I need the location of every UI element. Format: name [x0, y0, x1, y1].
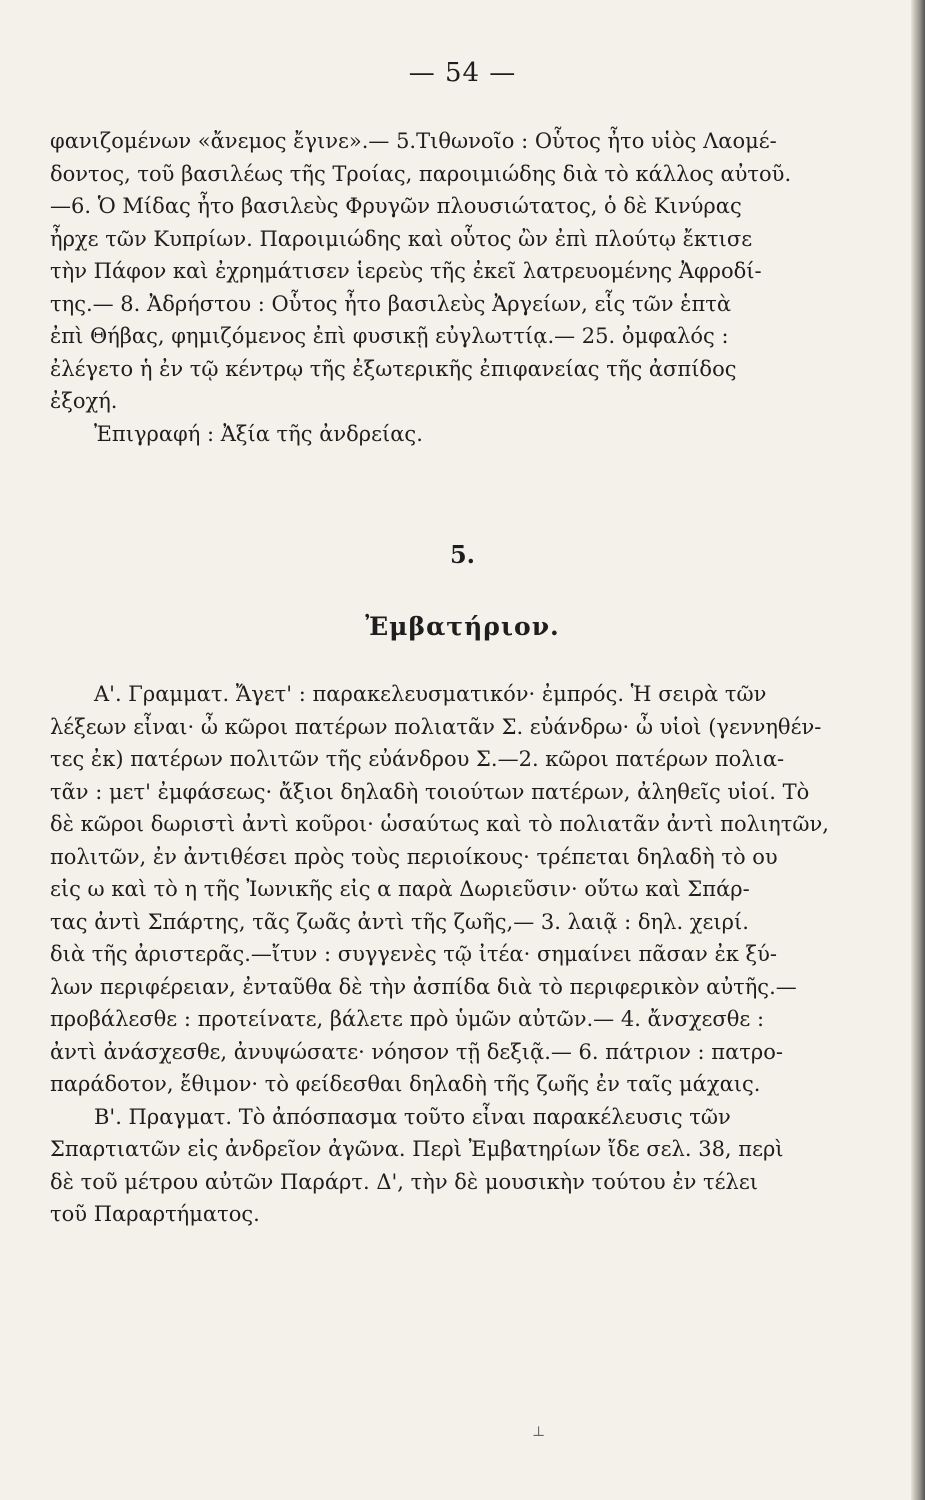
inscription-line: Ἐπιγραφή : Ἀξία τῆς ἀνδρείας. [94, 421, 423, 446]
text-line: τᾶν : μετ' ἐμφάσεως· ἄξιοι δηλαδὴ τοιούτων πατέρων, ἀληθεῖς υἱοί. Τὸ [50, 779, 810, 804]
text-line: τες ἐκ) πατέρων πολιτῶν τῆς εὐάνδρου Σ.—2. κῶροι πατέρων πολια- [50, 747, 785, 771]
text-line: δοντος, τοῦ βασιλέως τῆς Τροίας, παροιμιώδης διὰ τὸ κάλλος αὐτοῦ. [50, 161, 792, 186]
text-line: διὰ τῆς ἀριστερᾶς.—ἴτυν : συγγενὲς τῷ ἰτέα· σημαίνει πᾶσαν ἐκ ξύ- [50, 942, 777, 966]
page-edge-shadow [911, 0, 925, 1500]
text-line: της.— 8. Ἀδρήστου : Οὗτος ἦτο βασιλεὺς Ἀργείων, εἷς τῶν ἑπτὰ [50, 291, 732, 316]
text-line: Α'. Γραμματ. Ἄγετ' : παρακελευσματικόν· ἐμπρός. Ἡ σειρὰ τῶν [94, 682, 767, 706]
text-line: Σπαρτιατῶν εἰς ἀνδρεῖον ἀγῶνα. Περὶ Ἐμβατηρίων ἴδε σελ. 38, περὶ [50, 1137, 784, 1161]
commentary-block-2 [50, 678, 870, 1231]
commentary-block-1 [50, 125, 870, 450]
text-line: προβάλεσθε : προτείνατε, βάλετε πρὸ ὑμῶν αὐτῶν.— 4. ἄνσχεσθε : [50, 1007, 765, 1031]
text-line: παράδοτον, ἔθιμον· τὸ φείδεσθαι δηλαδὴ τῆς ζωῆς ἐν ταῖς μάχαις. [50, 1072, 761, 1096]
text-line: δὲ κῶροι δωριστὶ ἀντὶ κοῦροι· ὡσαύτως καὶ τὸ πολιατᾶν ἀντὶ πολιητῶν, [50, 812, 829, 836]
text-line: Β'. Πραγματ. Τὸ ἀπόσπασμα τοῦτο εἶναι παρακέλευσις τῶν [94, 1104, 731, 1129]
section-number: 5. [449, 540, 476, 569]
text-line: ἀντὶ ἀνάσχεσθε, ἀνυψώσατε· νόησον τῇ δεξιᾷ.— 6. πάτριον : πατρο- [50, 1039, 783, 1064]
text-line: ἐλέγετο ἡ ἐν τῷ κέντρῳ τῆς ἐξωτερικῆς ἐπιφανείας τῆς ἀσπίδος [50, 356, 737, 381]
print-mark: ⊥ [532, 1424, 546, 1440]
text-line: τοῦ Παραρτήματος. [50, 1202, 260, 1226]
text-line: ἦρχε τῶν Κυπρίων. Παροιμιώδης καὶ οὗτος ὢν ἐπὶ πλούτῳ ἔκτισε [50, 226, 753, 251]
text-line: εἰς ω καὶ τὸ η τῆς Ἰωνικῆς εἰς α παρὰ Δωριεῦσιν· οὕτω καὶ Σπάρ- [50, 877, 750, 901]
text-line: τὴν Πάφον καὶ ἐχρημάτισεν ἱερεὺς τῆς ἐκεῖ λατρευομένης Ἀφροδί- [50, 259, 762, 283]
text-line: λων περιφέρειαν, ἐνταῦθα δὲ τὴν ἀσπίδα διὰ τὸ περιφερικὸν αὐτῆς.— [50, 974, 797, 999]
page-number: — 54 — [408, 58, 517, 88]
text-line: —6. Ὁ Μίδας ἦτο βασιλεὺς Φρυγῶν πλουσιώτατος, ὁ δὲ Κινύρας [50, 194, 742, 218]
text-line: δὲ τοῦ μέτρου αὐτῶν Παράρτ. Δ', τὴν δὲ μουσικὴν τούτου ἐν τέλει [50, 1169, 758, 1194]
text-line: φανιζομένων «ἄνεμος ἔγινε».— 5.Τιθωνοῖο : Οὗτος ἦτο υἱὸς Λαομέ- [50, 129, 777, 153]
text-line: ἐπὶ Θήβας, φημιζόμενος ἐπὶ φυσικῇ εὐγλωττίᾳ.— 25. ὀμφαλός : [50, 324, 729, 348]
text-line: τας ἀντὶ Σπάρτης, τᾶς ζωᾶς ἀντὶ τῆς ζωῆς,— 3. λαιᾷ : δηλ. χειρί. [50, 909, 749, 934]
section-title: Ἐμβατήριον. [365, 612, 560, 641]
text-line: λέξεων εἶναι· ὦ κῶροι πατέρων πολιατᾶν Σ. εὐάνδρω· ὦ υἱοὶ (γεννηθέν- [50, 714, 822, 739]
text-line: ἐξοχή. [50, 389, 118, 413]
text-line: πολιτῶν, ἐν ἀντιθέσει πρὸς τοὺς περιοίκους· τρέπεται δηλαδὴ τὸ ου [50, 844, 778, 869]
